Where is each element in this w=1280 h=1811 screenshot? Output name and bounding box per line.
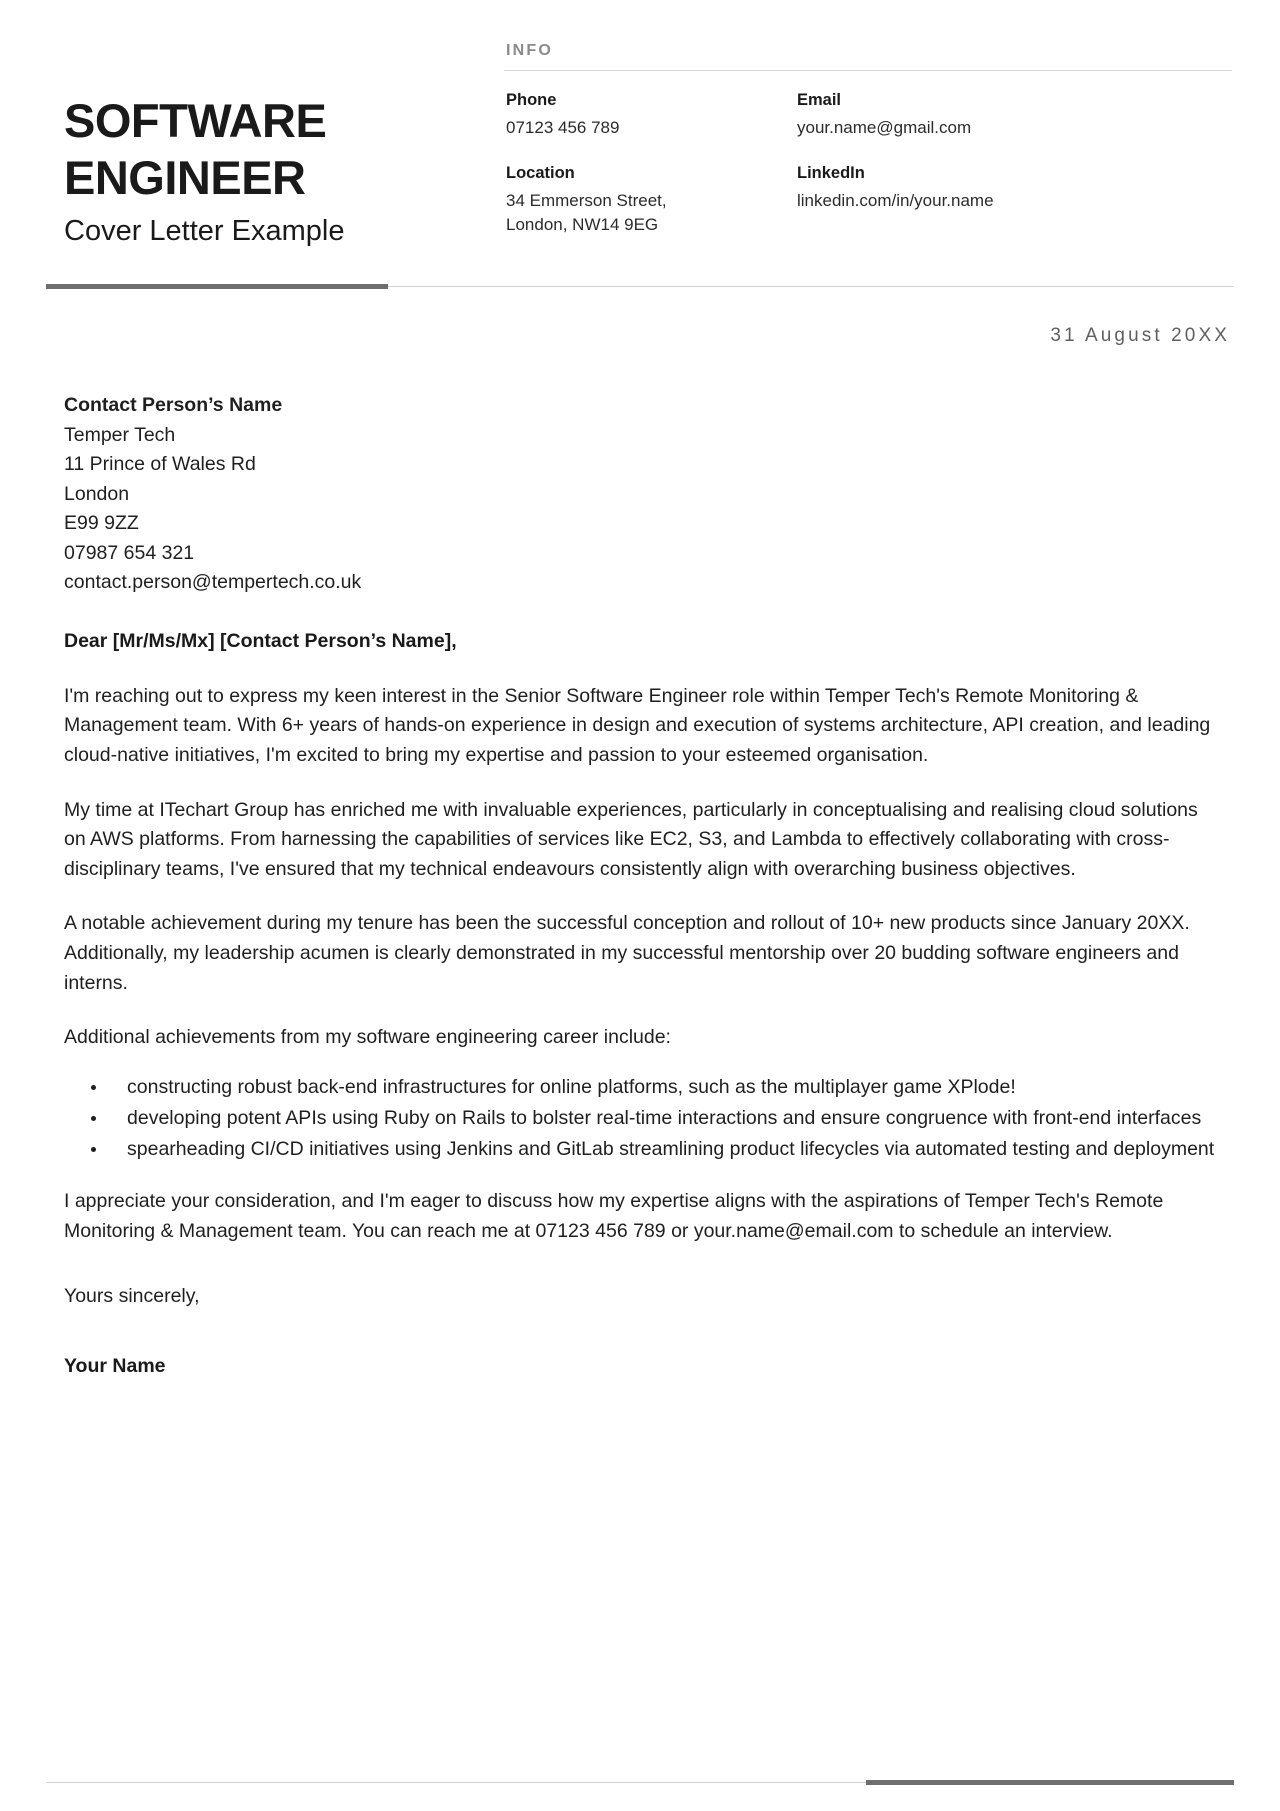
info-value-linkedin: linkedin.com/in/your.name: [797, 190, 994, 210]
list-item-text: developing potent APIs using Ruby on Rails to bolster real-time interactions and ensure congruence with front-end interfaces: [127, 1106, 1202, 1129]
signoff: Yours sincerely,: [64, 1285, 200, 1308]
info-item-location: [504, 162, 787, 237]
closing-paragraph: I appreciate your consideration, and I'm eager to discuss how my expertise aligns with the aspirations of Temper Tech's Remote Monitoring & Management team. You can reach me at 07123 456 789 or your.name@email.com to schedule an interview.: [64, 1190, 1164, 1242]
recipient-city: London: [64, 482, 130, 505]
info-value-location-line-1: 34 Emmerson Street,: [506, 190, 667, 210]
info-value-location-line-2: London, NW14 9EG: [506, 215, 659, 235]
salutation: Dear [Mr/Ms/Mx] [Contact Person’s Name],: [64, 630, 457, 653]
info-divider: [504, 70, 1232, 71]
info-value-location: [506, 189, 787, 237]
recipient-address-block: [64, 391, 1224, 597]
signature-name: Your Name: [64, 1354, 166, 1377]
bullet-icon: [91, 1085, 96, 1090]
recipient-street: 11 Prince of Wales Rd: [64, 453, 256, 476]
job-title-line-1: SOFTWARE: [64, 94, 327, 147]
info-value-phone: 07123 456 789: [506, 117, 620, 137]
bullet-icon: [91, 1147, 96, 1152]
list-item: [64, 1104, 1224, 1133]
info-label-linkedin: LinkedIn: [797, 164, 865, 183]
info-value-email: your.name@gmail.com: [797, 117, 972, 137]
header-accent-divider: [46, 284, 1234, 289]
info-heading: INFO: [506, 42, 554, 59]
list-item-text: spearheading CI/CD initiatives using Jenkins and GitLab streamlining product lifecycles via automated testing and deployment: [127, 1138, 1215, 1160]
footer-divider-accent-bar: [866, 1780, 1234, 1785]
info-grid: [504, 89, 1232, 237]
info-label-email: Email: [797, 91, 842, 109]
body-paragraph-3: A notable achievement during my tenure has been the successful conception and rollout of 10+ new products since January 20XX. Additionally, my leadership acumen is clearly demonstrated in my successful mentorship over 20 budding software engineers and interns.: [64, 912, 1190, 994]
recipient-name: Contact Person’s Name: [64, 394, 283, 417]
header-divider-accent-bar: [46, 284, 388, 289]
letter-date: 31 August 20XX: [1050, 325, 1230, 347]
recipient-postcode: E99 9ZZ: [64, 512, 139, 535]
info-label-phone: Phone: [506, 91, 557, 109]
recipient-company: Temper Tech: [64, 423, 176, 446]
info-item-email: [795, 89, 1232, 140]
document-subtitle: Cover Letter Example: [64, 214, 345, 247]
document-header: [48, 0, 1232, 250]
header-title-block: [48, 34, 468, 250]
info-item-phone: [504, 89, 787, 140]
recipient-email: contact.person@tempertech.co.uk: [64, 570, 362, 593]
footer-accent-divider: [46, 1780, 1234, 1785]
info-panel: [468, 34, 1232, 237]
info-label-location: Location: [506, 164, 575, 183]
body-paragraph-4: Additional achievements from my software engineering career include:: [64, 1026, 671, 1049]
list-item: [64, 1073, 1224, 1102]
page-title: [64, 92, 468, 207]
bullet-icon: [91, 1116, 96, 1121]
recipient-phone: 07987 654 321: [64, 541, 195, 564]
info-item-linkedin: [795, 162, 1232, 237]
body-paragraph-1: I'm reaching out to express my keen interest in the Senior Software Engineer role within Temper Tech's Remote Monitoring & Management team. With 6+ years of hands-on experience in design and execution of systems architecture, API creation, and leading cloud-native initiatives, I'm excited to bring my expertise and passion to your esteemed organisation.: [64, 684, 1211, 766]
list-item-text: constructing robust back-end infrastructures for online platforms, such as the multiplayer game XPlode!: [127, 1075, 1016, 1098]
achievements-list: [64, 1073, 1224, 1164]
job-title-line-2: ENGINEER: [64, 151, 306, 205]
letter-body: [48, 391, 1232, 1377]
body-paragraph-2: My time at ITechart Group has enriched me with invaluable experiences, particularly in conceptualising and realising cloud solutions on AWS platforms. From harnessing the capabilities of services like EC2, S3, and Lambda to effectively collaborating with cross-disciplinary teams, I've ensured that my technical endeavours consistently align with overarching business objectives.: [64, 798, 1198, 880]
list-item: [64, 1135, 1224, 1164]
